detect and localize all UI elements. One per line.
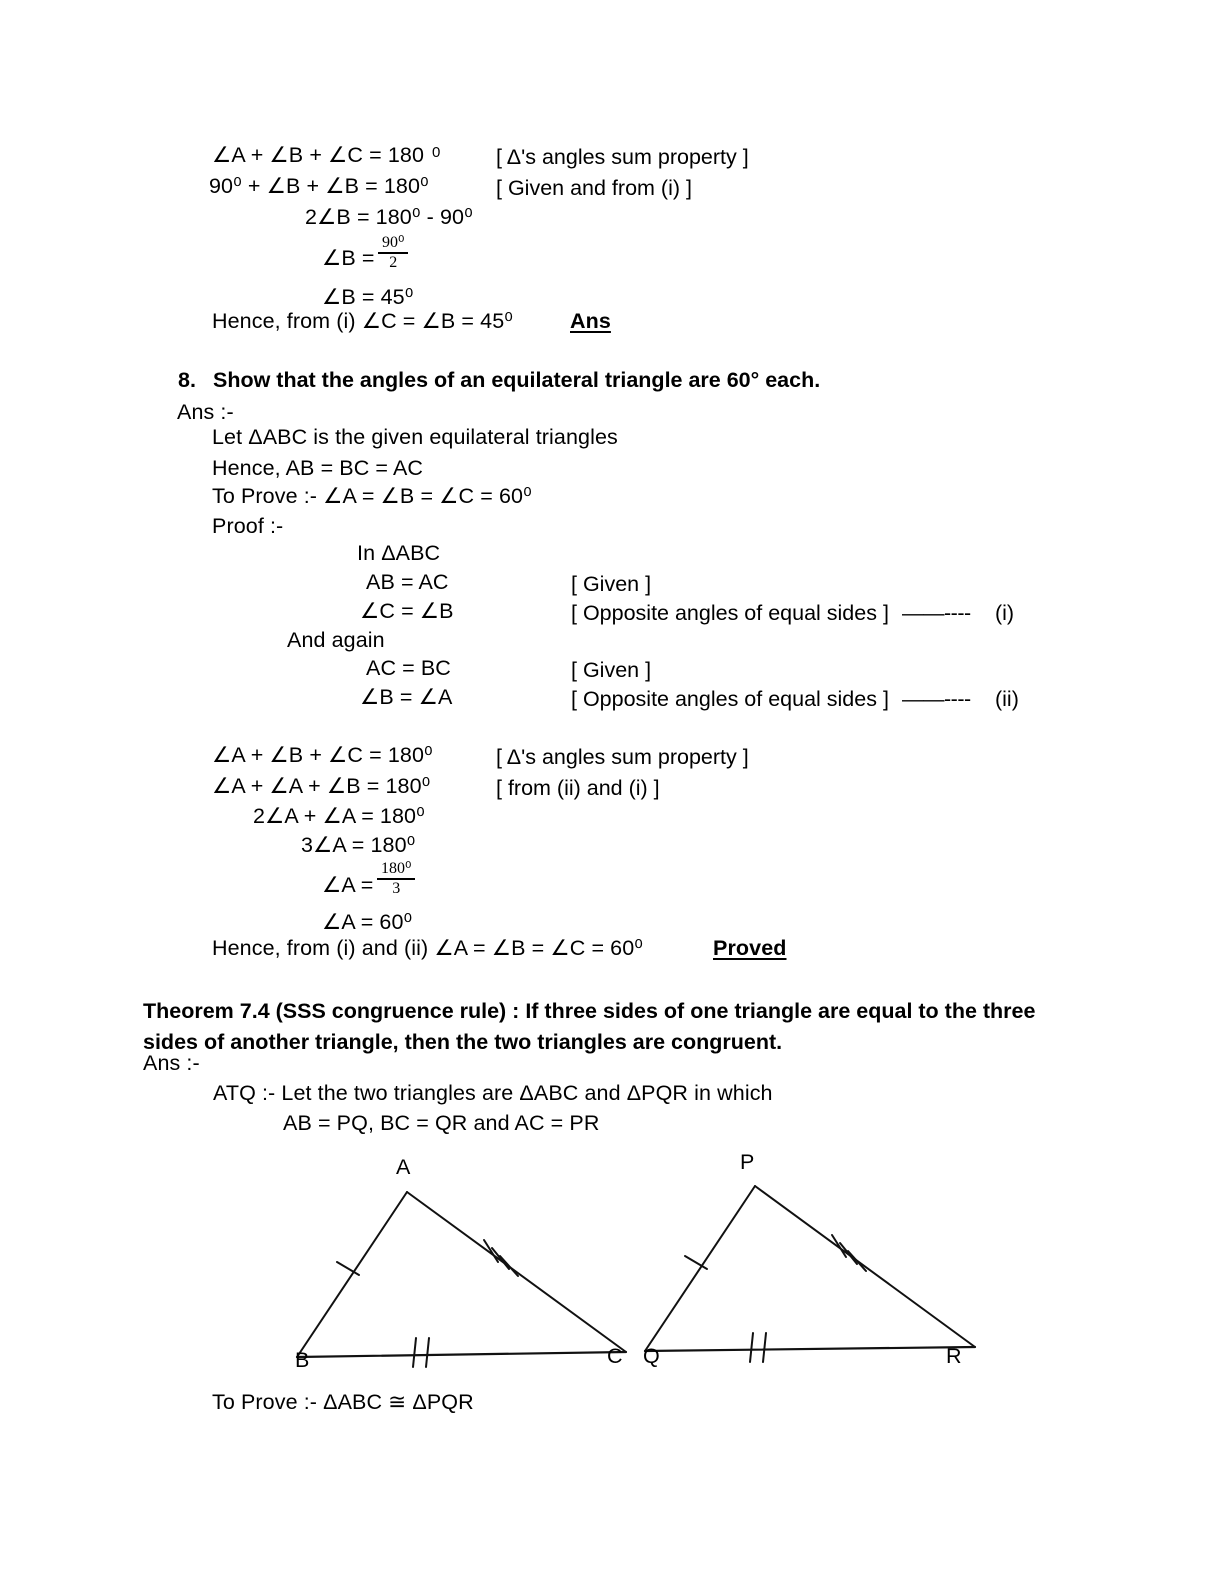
vertex-label-q: Q — [643, 1344, 660, 1368]
side-ac — [407, 1192, 626, 1352]
q8-proof-row1-statement: ∠C = ∠B — [360, 599, 454, 623]
q8-given-line-0: Let ΔABC is the given equilateral triangles — [212, 425, 618, 449]
side-bc — [297, 1352, 626, 1357]
q8-proof-and-again: And again — [287, 628, 385, 652]
tick-ac-3 — [500, 1256, 518, 1276]
vertex-label-r: R — [946, 1344, 962, 1368]
q8-proof-heading: In ΔABC — [357, 541, 441, 565]
q8-derivation-1: ∠A + ∠A + ∠B = 180⁰ — [212, 774, 431, 798]
tick-ac-2 — [492, 1248, 509, 1269]
side-pq — [645, 1186, 755, 1351]
question-8-prompt: Show that the angles of an equilateral triangle are 60° each. — [213, 368, 821, 392]
theorem-ans-label: Ans :- — [143, 1051, 200, 1075]
vertex-label-c: C — [607, 1344, 623, 1368]
proof-line-b-fraction: ∠B = — [322, 246, 375, 270]
vertex-label-p: P — [740, 1150, 755, 1174]
q8-given-line-3: Proof :- — [212, 514, 284, 538]
q8-conclusion: Hence, from (i) and (ii) ∠A = ∠B = ∠C = 60⁰ — [212, 936, 644, 960]
proof-reason-substitute: [ Given and from (i) ] — [496, 176, 692, 200]
degree-superscript: 0 — [432, 144, 441, 161]
q8-derivation-0: ∠A + ∠B + ∠C = 180⁰ — [212, 743, 433, 767]
proof-line-angle-sum: ∠A + ∠B + ∠C = 180 — [212, 143, 425, 167]
theorem-to-prove: To Prove :- ΔABC ≅ ΔPQR — [212, 1390, 474, 1414]
vertex-label-a: A — [396, 1155, 411, 1179]
question-8-number: 8. — [178, 368, 196, 392]
q8-derivation-4: ∠A = — [322, 873, 374, 897]
q8-given-line-1: Hence, AB = BC = AC — [212, 456, 424, 480]
q8-derivation-2: 2∠A + ∠A = 180⁰ — [253, 804, 425, 828]
tick-pr-1 — [832, 1235, 846, 1257]
theorem-statement: Theorem 7.4 (SSS congruence rule) : If three sides of one triangle are equal to the three sides of another triangle, then the two triangles are congruent. — [143, 999, 1036, 1055]
tick-bc-1 — [413, 1338, 416, 1367]
proof-line-2b: 2∠B = 180⁰ - 90⁰ — [305, 205, 473, 229]
theorem-equalities-line: AB = PQ, BC = QR and AC = PR — [283, 1111, 600, 1135]
ans-tag-top: Ans — [570, 309, 611, 333]
q8-proof-row2-statement: AC = BC — [366, 656, 451, 680]
q8-derivation-1-reason: [ from (ii) and (i) ] — [496, 776, 660, 800]
q8-derivation-0-reason: [ Δ's angles sum property ] — [496, 745, 749, 769]
q8-proof-row3-dash: ——---- — [902, 687, 971, 711]
proved-tag: Proved — [713, 936, 787, 960]
theorem-atq-line: ATQ :- Let the two triangles are ΔABC and ΔPQR in which — [213, 1081, 773, 1105]
proof-reason-angle-sum: [ Δ's angles sum property ] — [496, 145, 749, 169]
side-ab — [297, 1192, 407, 1357]
fraction-numerator: 90⁰ — [382, 234, 405, 251]
side-pr — [755, 1186, 975, 1347]
tick-qr-2 — [763, 1333, 766, 1362]
question-8-ans-label: Ans :- — [177, 400, 234, 424]
side-qr — [645, 1347, 975, 1351]
q8-proof-row2-reason: [ Given ] — [571, 658, 652, 682]
q8-proof-row3-ref: (ii) — [995, 687, 1019, 711]
tick-bc-2 — [426, 1338, 429, 1367]
q8-derivation-5: ∠A = 60⁰ — [322, 910, 413, 934]
q8-proof-row1-ref: (i) — [995, 601, 1015, 625]
tick-qr-1 — [750, 1333, 753, 1362]
proof-conclusion-top: Hence, from (i) ∠C = ∠B = 45⁰ — [212, 309, 513, 333]
proof-line-substitute: 90⁰ + ∠B + ∠B = 180⁰ — [209, 174, 429, 198]
q8-proof-row1-dash: ——---- — [902, 601, 971, 625]
fraction-denominator: 3 — [392, 879, 401, 897]
q8-proof-row0-reason: [ Given ] — [571, 572, 652, 596]
fraction-denominator: 2 — [389, 253, 398, 271]
triangle-abc — [297, 1192, 626, 1367]
q8-given-line-2: To Prove :- ∠A = ∠B = ∠C = 60⁰ — [212, 484, 532, 508]
q8-proof-row3-statement: ∠B = ∠A — [360, 685, 453, 709]
q8-proof-row1-reason: [ Opposite angles of equal sides ] — [571, 601, 889, 625]
q8-derivation-3: 3∠A = 180⁰ — [301, 833, 416, 857]
triangle-pqr — [645, 1186, 975, 1362]
fraction-numerator: 180⁰ — [381, 860, 412, 877]
proof-line-b-45: ∠B = 45⁰ — [322, 285, 414, 309]
vertex-label-b: B — [295, 1348, 310, 1372]
q8-proof-row3-reason: [ Opposite angles of equal sides ] — [571, 687, 889, 711]
tick-pr-3 — [848, 1251, 866, 1271]
q8-proof-row0-statement: AB = AC — [366, 570, 449, 594]
tick-pr-2 — [840, 1243, 857, 1264]
